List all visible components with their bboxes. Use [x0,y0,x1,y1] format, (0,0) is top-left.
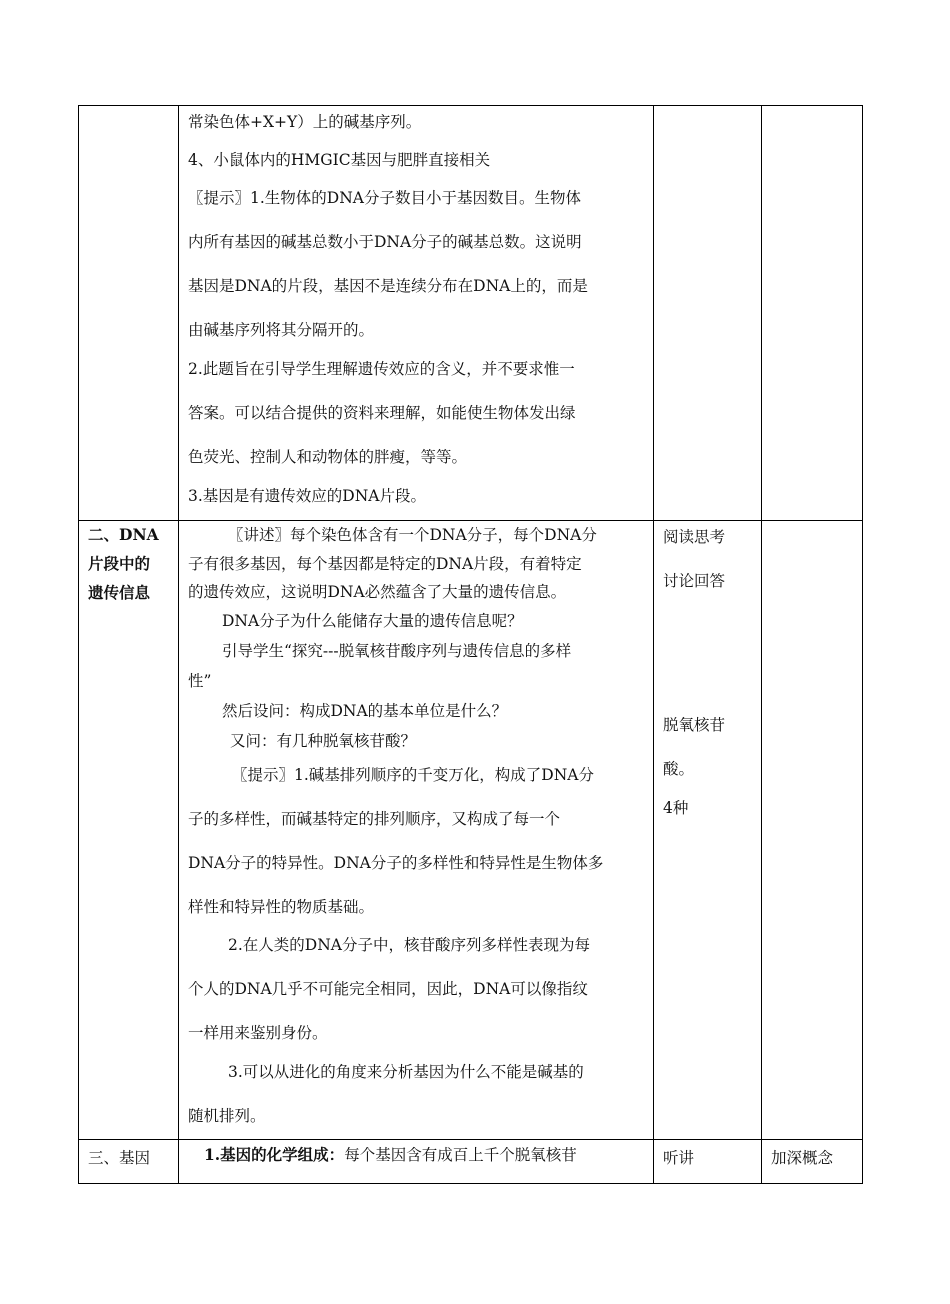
table-border-left [78,105,79,1184]
content-line: 的遗传效应，这说明DNA必然蕴含了大量的遗传信息。 [188,583,567,601]
content-line: 〖提示〗1.碱基排列顺序的千变万化，构成了DNA分 [232,766,594,784]
content-line: 3.可以从进化的角度来分析基因为什么不能是碱基的 [228,1063,584,1081]
content-line: 答案。可以结合提供的资料来理解，如能使生物体发出绿 [188,404,576,422]
content-line: 然后设问：构成DNA的基本单位是什么？ [222,702,508,720]
content-line: 4、小鼠体内的HMGIC基因与肥胖直接相关 [188,151,491,169]
content-line: 随机排列。 [188,1107,266,1125]
activity-line: 脱氧核苷 [663,716,726,734]
content-line: 3.基因是有遗传效应的DNA片段。 [188,487,426,505]
table-col-divider-1 [178,105,179,1184]
section-heading-line: 二、DNA [88,525,159,544]
content-line: 常染色体+X+Y）上的碱基序列。 [188,113,422,131]
table-col-divider-3 [761,105,762,1184]
activity-line: 听讲 [663,1149,695,1167]
content-line: 〖讲述〗每个染色体含有一个DNA分子，每个DNA分 [228,526,597,544]
table-row-divider-1 [78,520,863,521]
content-line: 2.此题旨在引导学生理解遗传效应的含义，并不要求惟一 [188,360,575,378]
table-border-right [862,105,863,1184]
content-line: 内所有基因的碱基总数小于DNA分子的碱基总数。这说明 [188,233,582,251]
activity-line: 酸。 [663,760,695,778]
content-line: 子有很多基因，每个基因都是特定的DNA片段，有着特定 [188,555,582,573]
purpose-line: 加深概念 [771,1149,834,1167]
table-border-bottom [78,1183,863,1184]
content-line: DNA分子为什么能储存大量的遗传信息呢？ [222,612,523,630]
content-line: 〖提示〗1.生物体的DNA分子数目小于基因数目。生物体 [188,189,581,207]
content-line: 样性和特异性的物质基础。 [188,898,375,916]
activity-line: 讨论回答 [663,572,726,590]
content-line: DNA分子的特异性。DNA分子的多样性和特异性是生物体多 [188,854,604,872]
content-line: 基因是DNA的片段，基因不是连续分布在DNA上的，而是 [188,277,588,295]
activity-line: 4种 [663,799,689,817]
content-lead-text: 每个基因含有成百上千个脱氧核苷 [344,1146,577,1164]
content-line: 性” [188,672,212,690]
section-heading: 三、基因 [88,1149,151,1167]
content-lead-bold: 1.基因的化学组成： [204,1145,345,1164]
table-col-divider-2 [653,105,654,1184]
content-line: 又问：有几种脱氧核苷酸？ [230,732,417,750]
table-row-divider-2 [78,1139,863,1140]
activity-line: 阅读思考 [663,528,726,546]
section-heading-line: 遗传信息 [88,583,151,602]
content-line: 色荧光、控制人和动物体的胖瘦，等等。 [188,448,468,466]
content-line: 一样用来鉴别身份。 [188,1024,328,1042]
table-border-top [78,105,863,106]
content-line: 个人的DNA几乎不可能完全相同，因此，DNA可以像指纹 [188,980,588,998]
content-line: 2.在人类的DNA分子中，核苷酸序列多样性表现为每 [228,936,590,954]
section-heading-line: 片段中的 [88,554,151,573]
content-line: 引导学生“探究---脱氧核苷酸序列与遗传信息的多样 [222,642,572,660]
content-line [204,1145,577,1165]
content-line: 由碱基序列将其分隔开的。 [188,321,375,339]
content-line: 子的多样性，而碱基特定的排列顺序，又构成了每一个 [188,810,561,828]
